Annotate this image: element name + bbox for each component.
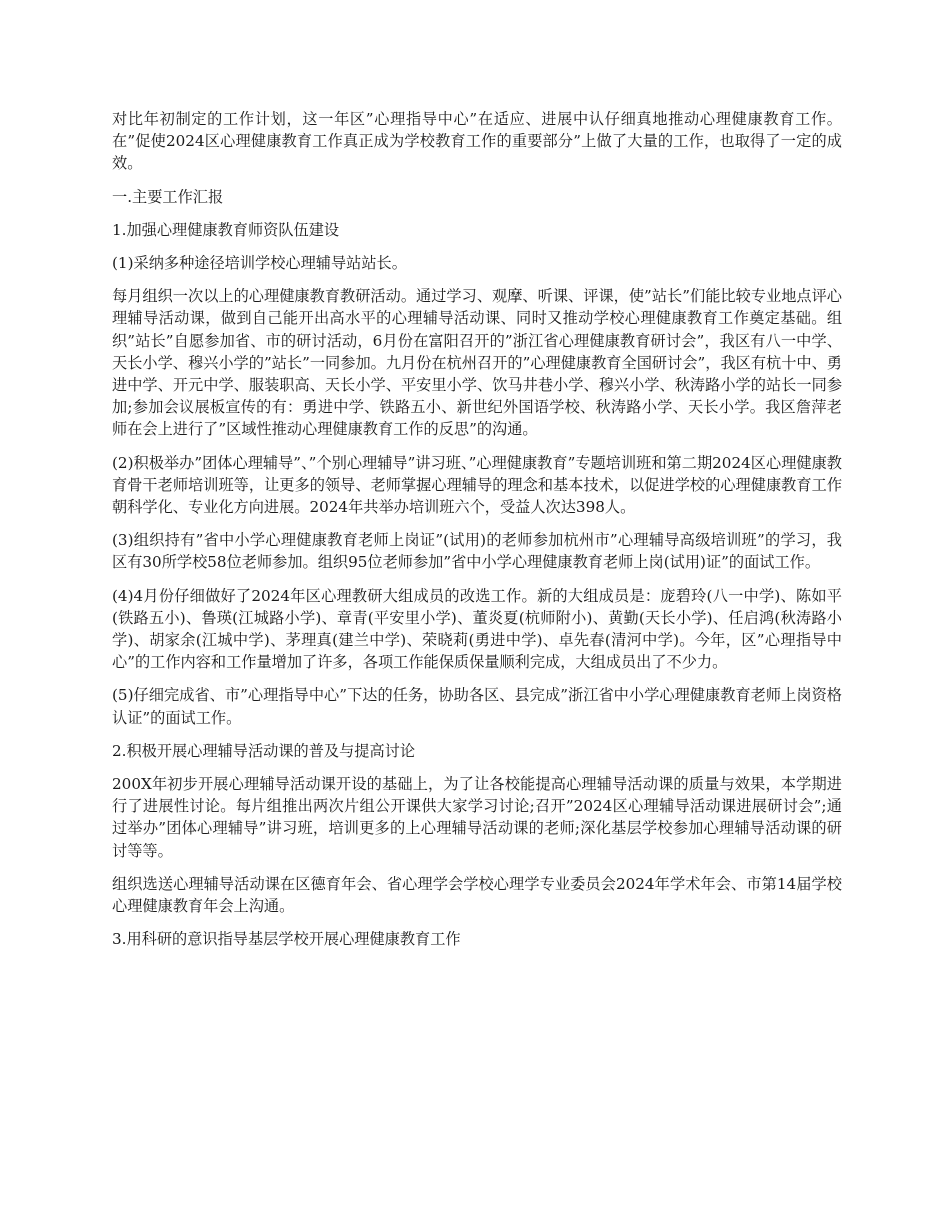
paragraph-item-2: (2)积极举办”团体心理辅导”、”个别心理辅导”讲习班、”心理健康教育”专题培训班和第二期2024区心理健康教育骨干老师培训班等，让更多的领导、老师掌握心理辅导的理念和基本技术，以促进学校的心理健康教育工作朝科学化、专业化方向进展。2024年共举办培训班六个，受益人次达398人。 [112, 453, 842, 517]
item-heading-1: (1)采纳多种途径培训学校心理辅导站站长。 [112, 254, 407, 273]
paragraph-body: 每月组织一次以上的心理健康教育教研活动。通过学习、观摩、听课、评课，使”站长”们能比较专业地点评心理辅导活动课，做到自己能开出高水平的心理辅导活动课、同时又推动学校心理健康教育工作奠定基础。组织”站长”自愿参加省、市的研讨活动，6月份在富阳召开的”浙江省心理健康教育研讨会”，我区有八一中学、天长小学、穆兴小学的”站长”一同参加。九月份在杭州召开的”心理健康教育全国研讨会”，我区有杭十中、勇进中学、开元中学、服装职高、天长小学、平安里小学、饮马井巷小学、穆兴小学、秋涛路小学的站长一同参加;参加会议展板宣传的有：勇进中学、铁路五小、新世纪外国语学校、秋涛路小学、天长小学。我区詹萍老师在会上进行了”区域性推动心理健康教育工作的反思”的沟通。 [112, 287, 842, 439]
subsection-heading-2: 2.积极开展心理辅导活动课的普及与提高讨论 [112, 741, 416, 760]
paragraph-body: 组织选送心理辅导活动课在区德育年会、省心理学会学校心理学专业委员会2024年学术年会、市第14届学校心理健康教育年会上沟通。 [112, 874, 842, 916]
paragraph-intro: 对比年初制定的工作计划，这一年区”心理指导中心”在适应、进展中认仔细真地推动心理健康教育工作。在”促使2024区心理健康教育工作真正成为学校教育工作的重要部分”上做了大量的工作，也取得了一定的成效。 [112, 110, 842, 173]
paragraph-item-3: (3)组织持有”省中小学心理健康教育老师上岗证”(试用)的老师参加杭州市”心理辅导高级培训班”的学习，我区有30所学校58位老师参加。组织95位老师参加”省中小学心理健康教育老师上岗(试用)证”的面试工作。 [112, 531, 842, 572]
subsection-heading-1: 1.加强心理健康教育师资队伍建设 [112, 220, 340, 239]
subsection-heading-3: 3.用科研的意识指导基层学校开展心理健康教育工作 [112, 930, 461, 949]
paragraph-item-4: (4)4月份仔细做好了2024年区心理教研大组成员的改选工作。新的大组成员是：庞碧玲(八一中学)、陈如平(铁路五小)、鲁瑛(江城路小学)、章青(平安里小学)、董炎夏(杭师附小)、黄勤(天长小学)、任启鸿(秋涛路小学)、胡家余(江城中学)、茅理真(建兰中学)、荣晓莉(勇进中学)、卓先春(清河中学)。今年，区”心理指导中心”的工作内容和工作量增加了许多，各项工作能保质保量顺利完成，大组成员出了不少力。 [112, 586, 842, 672]
paragraph-body: 200X年初步开展心理辅导活动课开设的基础上，为了让各校能提高心理辅导活动课的质量与效果，本学期进行了进展性讨论。每片组推出两次片组公开课供大家学习讨论;召开”2024区心理辅导活动课进展研讨会”;通过举办”团体心理辅导”讲习班，培训更多的上心理辅导活动课的老师;深化基层学校参加心理辅导活动课的研讨等等。 [112, 775, 842, 860]
paragraph-item-5: (5)仔细完成省、市”心理指导中心”下达的任务，协助各区、县完成”浙江省中小学心理健康教育老师上岗资格认证”的面试工作。 [112, 686, 842, 727]
section-heading-main: 一.主要工作汇报 [112, 187, 224, 206]
document-page [112, 108, 842, 962]
